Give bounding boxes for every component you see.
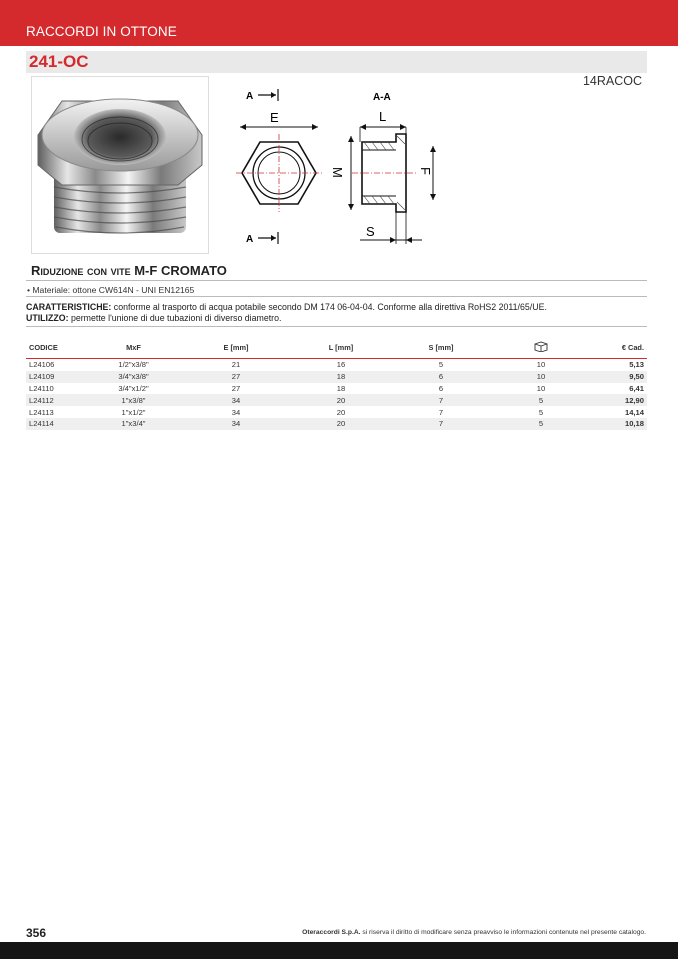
cell-mxf: 1/2"x3/8" xyxy=(118,360,149,370)
cell-codice: L24109 xyxy=(26,371,86,383)
table-row xyxy=(26,406,647,418)
cell-price: 5,13 xyxy=(629,360,644,370)
dim-m-label: M xyxy=(330,167,345,178)
product-subtitle: Riduzione con vite M-F CROMATO xyxy=(31,263,227,278)
divider xyxy=(26,296,647,297)
box-icon xyxy=(533,340,549,352)
usage-line xyxy=(26,313,281,323)
bottom-bar xyxy=(0,942,678,959)
cell-mxf: 1"x1/2" xyxy=(121,407,146,417)
table-row xyxy=(26,371,647,383)
cell-price: 12,90 xyxy=(591,394,647,406)
col-codice: CODICE xyxy=(26,336,86,359)
dim-f-label: F xyxy=(418,167,433,175)
technical-drawing xyxy=(236,82,446,252)
dim-s-label: S xyxy=(366,224,375,239)
col-l: L [mm] xyxy=(291,336,391,359)
cell-pack: 5 xyxy=(491,394,591,406)
divider xyxy=(26,280,647,281)
section-title: A-A xyxy=(373,92,391,103)
col-price: € Cad. xyxy=(591,336,647,359)
cell-mxf: 1"x3/8" xyxy=(86,394,181,406)
cell-price: 14,14 xyxy=(624,407,644,417)
table-header-row xyxy=(26,336,647,359)
footer-notice-text: si riserva il diritto di modificare senza preavviso le informazioni contenute nel presente catalogo. xyxy=(360,929,646,936)
cell-mxf: 3/4"x1/2" xyxy=(118,383,149,393)
table-row xyxy=(26,383,647,395)
cell-e: 34 xyxy=(231,407,241,417)
features-text: conforme al trasporto di acqua potabile secondo DM 174 06-04-04. Conforme alla direttiva RoHS2 2011/65/UE. xyxy=(111,302,547,312)
cell-price: 10,18 xyxy=(591,418,647,430)
cell-l: 20 xyxy=(336,407,346,417)
cell-l: 18 xyxy=(291,371,391,383)
cell-pack: 5 xyxy=(491,418,591,430)
cell-mxf: 3/4"x3/8" xyxy=(86,371,181,383)
dim-l-label: L xyxy=(379,109,387,124)
col-mxf: MxF xyxy=(86,336,181,359)
page-number: 356 xyxy=(26,926,47,940)
product-code: 241-OC xyxy=(29,52,89,71)
dim-e-label: E xyxy=(270,110,279,125)
cell-l: 20 xyxy=(291,418,391,430)
cell-codice: L24114 xyxy=(26,418,86,430)
top-header-bar xyxy=(0,0,678,46)
col-s: S [mm] xyxy=(391,336,491,359)
cell-s: 7 xyxy=(391,418,491,430)
product-table xyxy=(26,336,647,430)
cell-codice: L24112 xyxy=(26,394,86,406)
cell-s: 6 xyxy=(438,383,444,393)
cell-codice: L24110 xyxy=(29,383,54,393)
features-line xyxy=(26,302,547,312)
cell-pack: 10 xyxy=(536,360,546,370)
cell-codice: L24113 xyxy=(29,407,54,417)
cell-s: 6 xyxy=(391,371,491,383)
cell-l: 16 xyxy=(336,360,346,370)
cell-s: 7 xyxy=(438,407,444,417)
cell-l: 18 xyxy=(336,383,346,393)
chrome-reducer-image xyxy=(32,77,208,253)
table-row xyxy=(26,418,647,430)
footer-notice xyxy=(302,929,646,936)
section-marker-top: A xyxy=(246,91,254,102)
cell-pack: 10 xyxy=(491,371,591,383)
catalog-reference: 14RACOC xyxy=(582,74,642,88)
cell-e: 34 xyxy=(181,418,291,430)
product-code-bar xyxy=(26,51,647,73)
cell-s: 7 xyxy=(391,394,491,406)
cell-price: 6,41 xyxy=(629,383,644,393)
table-row xyxy=(26,359,647,371)
features-label: CARATTERISTICHE: xyxy=(26,302,112,312)
divider xyxy=(26,326,647,327)
cell-pack: 5 xyxy=(538,407,544,417)
table-row xyxy=(26,394,647,406)
cell-e: 27 xyxy=(231,383,241,393)
cell-l: 20 xyxy=(291,394,391,406)
col-pack xyxy=(491,336,591,359)
section-marker-bottom: A xyxy=(246,234,254,245)
usage-label: UTILIZZO: xyxy=(26,313,69,323)
cell-e: 21 xyxy=(231,360,241,370)
section-title: RACCORDI IN OTTONE xyxy=(26,24,177,39)
product-photo xyxy=(31,76,209,254)
cell-codice: L24106 xyxy=(29,360,55,370)
cell-e: 27 xyxy=(181,371,291,383)
cell-s: 5 xyxy=(438,360,444,370)
cell-pack: 10 xyxy=(536,383,546,393)
col-e: E [mm] xyxy=(181,336,291,359)
usage-text: permette l'unione di due tubazioni di diverso diametro. xyxy=(68,313,282,323)
cell-price: 9,50 xyxy=(591,371,647,383)
footer-company: Oteraccordi S.p.A. xyxy=(302,929,361,936)
material-spec: • Materiale: ottone CW614N - UNI EN12165 xyxy=(27,285,195,295)
cell-mxf: 1"x3/4" xyxy=(86,418,181,430)
cell-e: 34 xyxy=(181,394,291,406)
